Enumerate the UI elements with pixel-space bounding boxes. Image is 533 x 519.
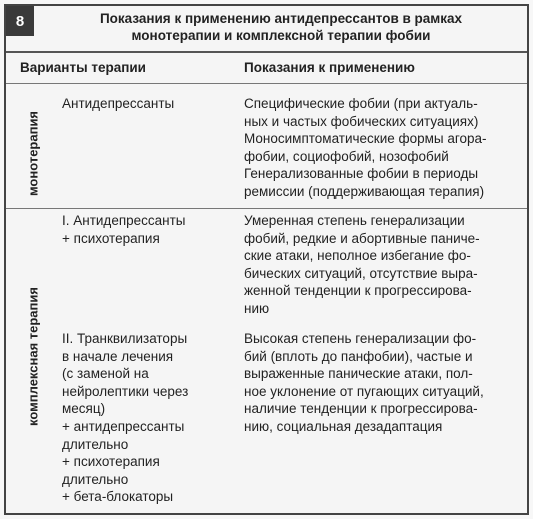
indication-line: бий (вплоть до панфобии), частые и	[244, 348, 473, 364]
indication-line: ремиссии (поддерживающая терапия)	[244, 183, 485, 199]
therapy-line: месяц)	[62, 401, 106, 417]
title-line: Показания к применению антидепрессантов в рамках	[99, 11, 463, 26]
indication-line: ных и частых фобических ситуациях)	[244, 113, 479, 129]
therapy-line: II. Транквилизаторы	[62, 331, 188, 346]
therapy-line: (с заменой на	[62, 366, 149, 382]
row-1-therapy	[62, 95, 174, 113]
indication-line: фобий, редкие и абортивные паниче-	[244, 230, 480, 246]
table-number-badge: 8	[6, 6, 34, 36]
row-2-therapy	[62, 212, 186, 247]
indication-line: Высокая степень генерализации фо-	[244, 331, 477, 346]
therapy-line: I. Антидепрессанты	[62, 213, 186, 228]
header-divider	[6, 83, 527, 84]
indication-line: бических ситуаций, отсутствие выра-	[244, 265, 478, 281]
indication-line: Моносимптоматические формы агора-	[244, 131, 487, 147]
row-2-indications	[244, 212, 480, 318]
indication-line: нию	[244, 300, 270, 316]
therapy-line: длительно	[62, 471, 129, 487]
column-header-indications: Показания к применению	[244, 60, 415, 75]
therapy-line: Антидепрессанты	[62, 96, 175, 111]
indication-line: Специфические фобии (при актуаль-	[244, 96, 478, 111]
group-label-monotherapy: монотерапия	[25, 110, 41, 197]
title-divider	[6, 51, 527, 53]
table-card	[4, 4, 529, 515]
indication-line: фобии, социофобий, нозофобий	[244, 148, 449, 164]
therapy-line: + психотерапия	[62, 454, 160, 470]
indication-line: ские атаки, неполное избегание фо-	[244, 248, 471, 264]
title-line: монотерапии и комплексной терапии фобии	[131, 28, 431, 43]
indication-line: женной тенденции к прогрессирова-	[244, 283, 472, 299]
row-3-therapy	[62, 330, 188, 506]
therapy-line: нейролептики через	[62, 383, 189, 399]
indication-line: Умеренная степень генерализации	[244, 213, 465, 228]
therapy-line: + психотерапия	[62, 230, 160, 246]
indication-line: выраженные панические атаки, пол-	[244, 366, 473, 382]
indication-line: ное уклонение от пугающих ситуаций,	[244, 383, 484, 399]
group-label-complex: комплексная терапия	[25, 287, 41, 426]
indication-line: наличие тенденции к прогрессирова-	[244, 401, 478, 417]
indication-line: нию, социальная дезадаптация	[244, 418, 443, 434]
table-title	[46, 10, 516, 44]
column-header-variants: Варианты терапии	[20, 60, 146, 75]
therapy-line: длительно	[62, 436, 129, 452]
therapy-line: + бета-блокаторы	[62, 489, 174, 505]
indication-line: Генерализованные фобии в периоды	[244, 166, 479, 182]
row-1-indications	[244, 95, 487, 201]
therapy-line: + антидепрессанты	[62, 418, 185, 434]
section-divider	[6, 208, 527, 209]
row-3-indications	[244, 330, 484, 436]
therapy-line: в начале лечения	[62, 348, 174, 364]
